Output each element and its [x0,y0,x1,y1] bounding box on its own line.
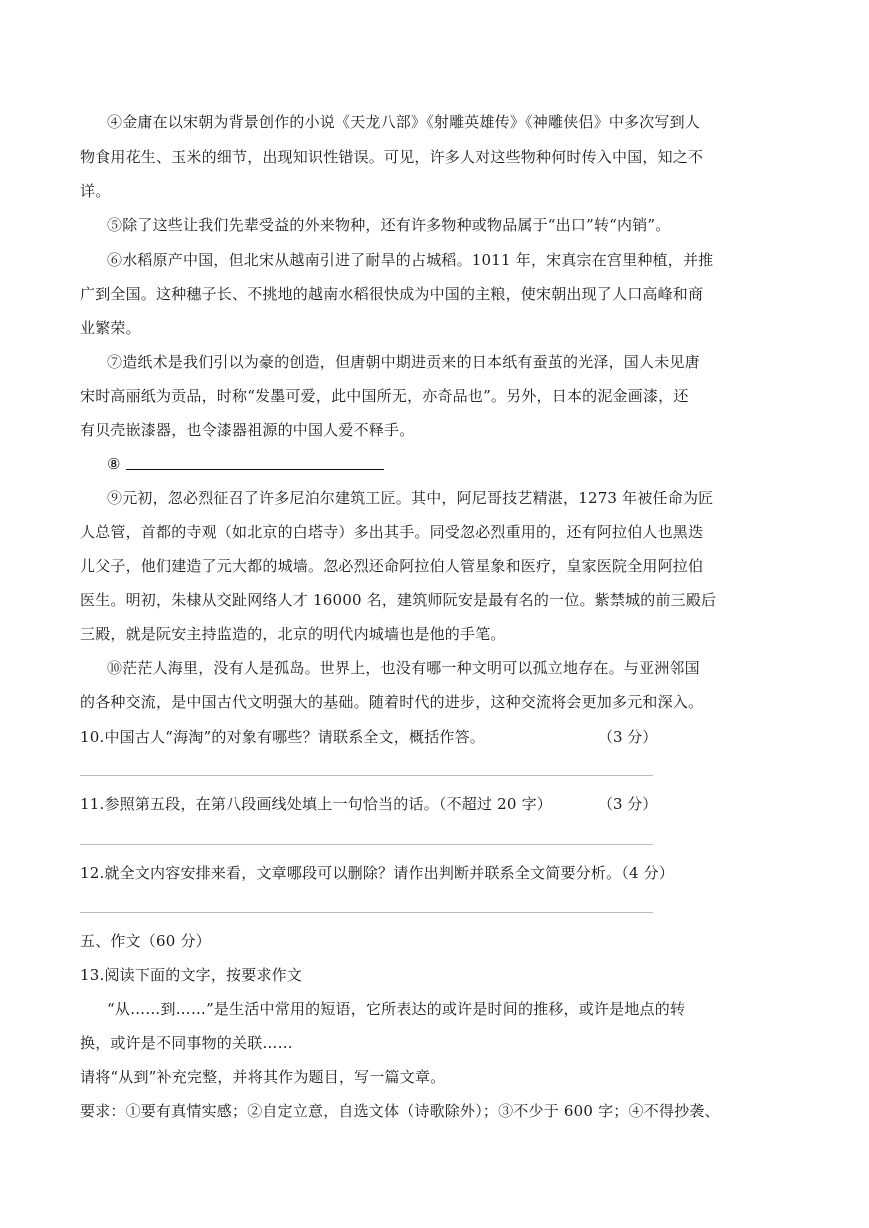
question-12: 12.就全文内容安排来看，文章哪段可以删除？请作出判断并联系全文简要分析。（4 分） [80,864,675,882]
paragraph-9-line: ⑨元初，忽必烈征召了许多尼泊尔建筑工匠。其中，阿尼哥技艺精湛，1273 年被任命为匠 [107,489,714,507]
question-11-score: （3 分） [598,795,658,813]
paragraph-9-line: 人总管，首都的寺观（如北京的白塔寺）多出其手。同受忽必烈重用的，还有阿拉伯人也黑迭 [80,523,704,541]
question-10-score: （3 分） [598,728,658,746]
answer-line-10[interactable] [80,775,653,776]
question-13: 13.阅读下面的文字，按要求作文 [80,966,303,984]
paragraph-7-line: 有贝壳嵌漆器，也令漆器祖源的中国人爱不释手。 [80,421,415,439]
paragraph-4-line: ④金庸在以宋朝为背景创作的小说《天龙八部》《射雕英雄传》《神雕侠侣》中多次写到人 [107,113,701,131]
paragraph-9-line: 医生。明初，朱棣从交趾网络人才 16000 名，建筑师阮安是最有名的一位。紫禁城的前三殿后 [80,591,717,609]
paragraph-7-line: ⑦造纸术是我们引以为豪的创造，但唐朝中期进贡来的日本纸有蚕茧的光泽，国人未见唐 [107,353,700,371]
paragraph-4-line: 详。 [80,182,111,200]
essay-prompt-line: 换，或许是不同事物的关联…… [80,1034,293,1052]
question-10: 10.中国古人“海淘”的对象有哪些？请联系全文，概括作答。 [80,728,485,746]
paragraph-9-line: 儿父子，他们建造了元大都的城墙。忽必烈还命阿拉伯人管星象和医疗，皇家医院全用阿拉伯 [80,557,704,575]
paragraph-10-line: 的各种交流，是中国古代文明强大的基础。随着时代的进步，这种交流将会更加多元和深入。 [80,693,704,711]
answer-line-11[interactable] [80,844,653,845]
paragraph-10-line: ⑩茫茫人海里，没有人是孤岛。世界上，也没有哪一种文明可以孤立地存在。与亚洲邻国 [107,659,700,677]
paragraph-6-line: 业繁荣。 [80,319,141,337]
paragraph-5-line: ⑤除了这些让我们先辈受益的外来物种，还有许多物种或物品属于“出口”转“内销”。 [107,216,671,234]
essay-instruction: 请将“从到”补充完整，并将其作为题目，写一篇文章。 [80,1068,446,1086]
paragraph-4-line: 物食用花生、玉米的细节，出现知识性错误。可见，许多人对这些物种何时传入中国，知之不 [80,148,704,166]
paragraph-6-line: 广到全国。这种穗子长、不挑地的越南水稻很快成为中国的主粮，使宋朝出现了人口高峰和商 [80,285,704,303]
essay-requirements: 要求：①要有真情实感；②自定立意，自选文体（诗歌除外）；③不少于 600 字；④不得抄袭、 [80,1102,720,1120]
paragraph-7-line: 宋时高丽纸为贡品，时称“发墨可爱，此中国所无，亦奇品也”。另外，日本的泥金画漆，还 [80,387,689,405]
fill-in-blank-line [126,469,384,470]
paragraph-9-line: 三殿，就是阮安主持监造的，北京的明代内城墙也是他的手笔。 [80,625,506,643]
paragraph-6-line: ⑥水稻原产中国，但北宋从越南引进了耐旱的占城稻。1011 年，宋真宗在宫里种植，并推 [107,251,714,269]
essay-prompt-line: “从……到……”是生活中常用的短语，它所表达的或许是时间的推移，或许是地点的转 [107,1000,686,1018]
question-11: 11.参照第五段，在第八段画线处填上一句恰当的话。（不超过 20 字） [80,795,552,813]
answer-line-12[interactable] [80,912,653,913]
section-5-heading: 五、作文（60 分） [80,932,211,950]
paragraph-8-marker: ⑧ [107,455,121,473]
